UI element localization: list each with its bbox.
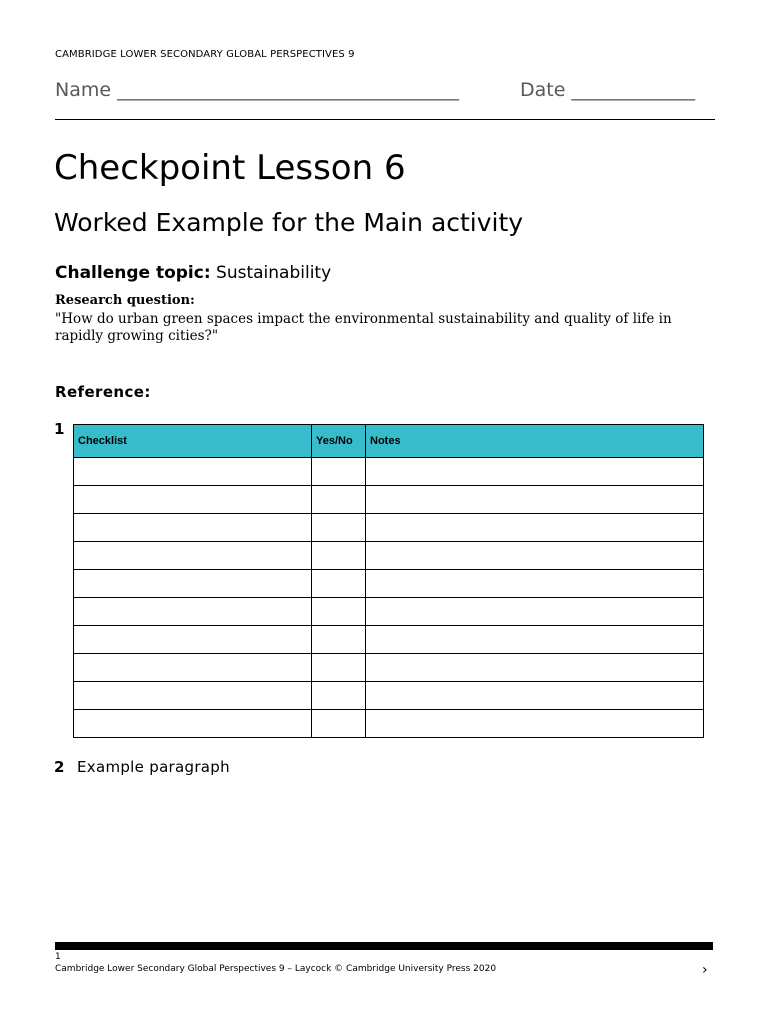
- checklist-cell[interactable]: [74, 570, 312, 598]
- checklist-cell[interactable]: [74, 514, 312, 542]
- research-question-label: Research question:: [55, 293, 195, 308]
- yes-no-cell[interactable]: [312, 682, 366, 710]
- header-label: CAMBRIDGE LOWER SECONDARY GLOBAL PERSPECTIVES 9: [55, 49, 355, 60]
- table-row: [74, 458, 704, 486]
- research-question-text: "How do urban green spaces impact the environmental sustainability and quality of life in rapidly growing cities?": [55, 311, 672, 344]
- yes-no-cell[interactable]: [312, 514, 366, 542]
- table-row: [74, 654, 704, 682]
- reference-label: Reference:: [55, 383, 151, 401]
- notes-cell[interactable]: [366, 514, 704, 542]
- notes-cell[interactable]: [366, 486, 704, 514]
- table-row: [74, 542, 704, 570]
- yes-no-cell[interactable]: [312, 486, 366, 514]
- corner-mark-icon: ›: [702, 962, 708, 978]
- yes-no-cell[interactable]: [312, 710, 366, 738]
- column-header-checklist: Checklist: [74, 425, 312, 458]
- checklist-cell[interactable]: [74, 598, 312, 626]
- yes-no-cell[interactable]: [312, 598, 366, 626]
- yes-no-cell[interactable]: [312, 654, 366, 682]
- checklist-cell[interactable]: [74, 458, 312, 486]
- checklist-cell[interactable]: [74, 542, 312, 570]
- notes-cell[interactable]: [366, 654, 704, 682]
- footer-copyright: Cambridge Lower Secondary Global Perspectives 9 – Laycock © Cambridge University Press 2020: [55, 964, 497, 974]
- date-field-line: Date _____________: [520, 79, 695, 101]
- column-header-notes: Notes: [366, 425, 704, 458]
- challenge-topic-label: Challenge topic:: [55, 263, 211, 283]
- page-number: 1: [55, 952, 61, 962]
- column-header-yes-no: Yes/No: [312, 425, 366, 458]
- table-row: [74, 682, 704, 710]
- table-row: [74, 570, 704, 598]
- header-divider: [55, 119, 715, 120]
- checklist-body: [74, 458, 704, 738]
- table-row: [74, 598, 704, 626]
- yes-no-cell[interactable]: [312, 542, 366, 570]
- challenge-topic: [55, 263, 331, 283]
- example-paragraph-label: Example paragraph: [77, 758, 230, 776]
- yes-no-cell[interactable]: [312, 570, 366, 598]
- notes-cell[interactable]: [366, 598, 704, 626]
- page-subtitle: Worked Example for the Main activity: [54, 208, 524, 237]
- notes-cell[interactable]: [366, 570, 704, 598]
- table-row: [74, 710, 704, 738]
- checklist-cell[interactable]: [74, 626, 312, 654]
- table-row: [74, 626, 704, 654]
- challenge-topic-value: Sustainability: [216, 263, 332, 283]
- yes-no-cell[interactable]: [312, 458, 366, 486]
- notes-cell[interactable]: [366, 542, 704, 570]
- notes-cell[interactable]: [366, 710, 704, 738]
- footer-bar: [55, 942, 713, 950]
- notes-cell[interactable]: [366, 626, 704, 654]
- checklist-table: [73, 424, 704, 738]
- checklist-cell[interactable]: [74, 486, 312, 514]
- notes-cell[interactable]: [366, 682, 704, 710]
- checklist-cell[interactable]: [74, 654, 312, 682]
- section-number-1: 1: [54, 420, 65, 438]
- table-row: [74, 486, 704, 514]
- yes-no-cell[interactable]: [312, 626, 366, 654]
- name-field-line: Name ____________________________________: [55, 79, 460, 101]
- checklist-cell[interactable]: [74, 682, 312, 710]
- notes-cell[interactable]: [366, 458, 704, 486]
- table-row: [74, 514, 704, 542]
- table-header-row: [74, 425, 704, 458]
- checklist-cell[interactable]: [74, 710, 312, 738]
- section-number-2: 2: [54, 758, 65, 776]
- page-title: Checkpoint Lesson 6: [54, 148, 406, 188]
